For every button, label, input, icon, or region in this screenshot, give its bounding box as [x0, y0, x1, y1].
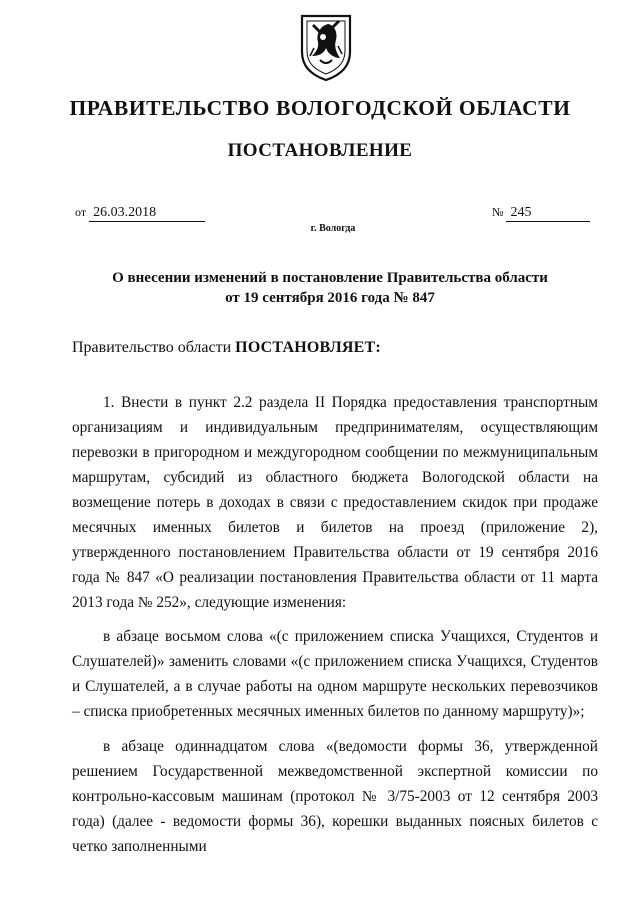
date-prefix: от — [75, 205, 87, 219]
decree-date: 26.03.2018 — [89, 205, 205, 222]
coat-of-arms-icon — [298, 12, 354, 82]
title-line-2: от 19 сентября 2016 года № 847 — [225, 290, 435, 306]
decree-intro — [72, 339, 381, 357]
number-prefix: № — [492, 205, 504, 219]
body-paragraph-1: 1. Внести в пункт 2.2 раздела II Порядка предоставления транспортным организациям и индивидуальным предпринимателям, осуществляющим перевозки в пригородном и междугородном сообщении по межмуниципальным маршрутам, субсидий из областного бюджета Вологодской области на возмещение потерь в доходах в связи с предоставлением скидок при продаже месячных именных билетов и билетов на проезд (приложение 2), утвержденного постановлением Правительства области от 19 сентября 2016 года № 847 «О реализации постановления Правительства области от 11 марта 2013 года № 252», следующие изменения: — [72, 394, 598, 611]
decree-number: 245 — [506, 205, 590, 222]
body-paragraph-3: в абзаце одиннадцатом слова «(ведомости формы 36, утвержденной решением Государственной межведомственной экспертной комиссии по контрольно-кассовым машинам (протокол № 3/75-2003 от 12 сентября 2003 года) (далее - ведомости формы 36), корешки выданных поясных билетов с четко заполненными — [72, 738, 598, 855]
body-paragraph-2: в абзаце восьмом слова «(с приложением списка Учащихся, Студентов и Слушателей)» заменить словами «(с приложением списка Учащихся, Студентов и Слушателей, а в случае работы на одном маршруте нескольких перевозчиков – списка приобретенных месячных именных билетов по данному маршруту)»; — [72, 628, 598, 720]
decree-date-field — [75, 205, 205, 222]
decree-verb: ПОСТАНОВЛЯЕТ: — [235, 339, 381, 356]
document-type: ПОСТАНОВЛЕНИЕ — [227, 140, 413, 161]
city: г. Вологда — [310, 223, 356, 234]
decree-subject: Правительство области — [72, 339, 232, 356]
decree-number-field — [492, 205, 590, 222]
title-line-1: О внесении изменений в постановление Правительства области — [112, 270, 548, 286]
organization-name: ПРАВИТЕЛЬСТВО ВОЛОГОДСКОЙ ОБЛАСТИ — [69, 96, 571, 120]
decree-title — [80, 268, 580, 308]
